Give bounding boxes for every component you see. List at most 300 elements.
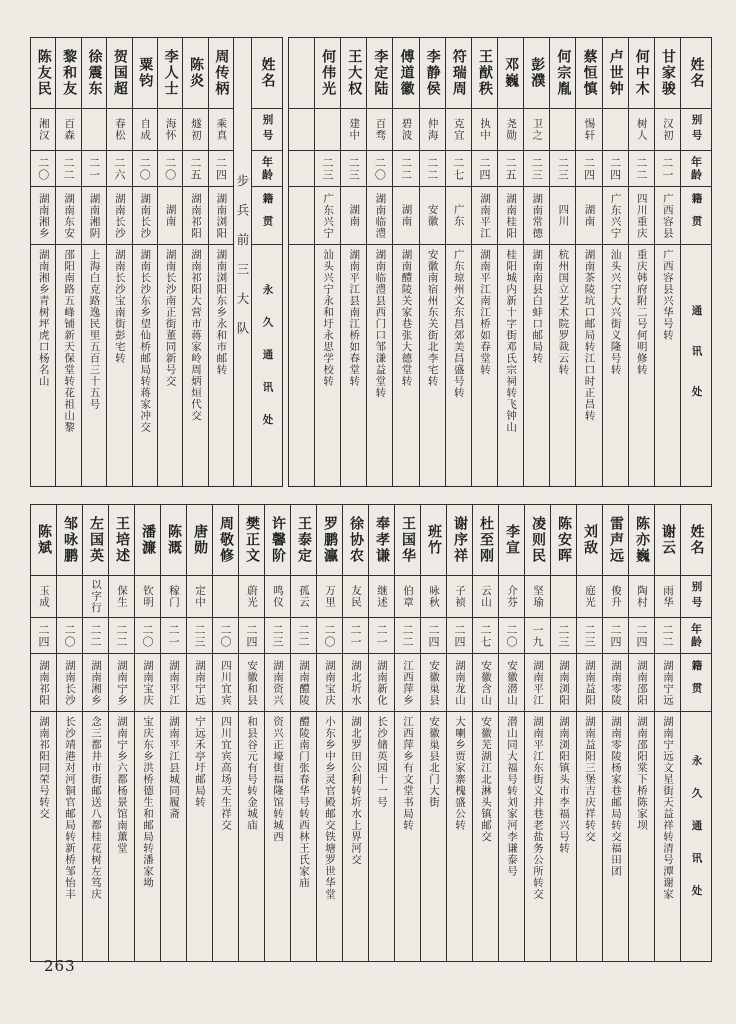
- section-title-cell: [234, 38, 251, 486]
- age-cell: [56, 150, 80, 186]
- top-right-table: [288, 37, 712, 487]
- alias-cell: [161, 575, 186, 617]
- header-name: 姓名: [688, 57, 705, 89]
- person-address: 潜山同大福号转刘家河李谦泰号: [506, 716, 518, 877]
- person-address: 和县谷元有号转金城庙: [246, 716, 258, 831]
- name-cell: [209, 38, 233, 108]
- person-origin: 湖南龙山: [454, 659, 466, 706]
- person-column: [447, 505, 473, 961]
- age-cell: [109, 617, 134, 653]
- person-alias: 卫之: [531, 118, 544, 141]
- person-name: 潘濂: [140, 524, 156, 556]
- address-cell: [369, 711, 394, 961]
- name-cell: [447, 505, 472, 575]
- address-cell: [421, 711, 446, 961]
- age-cell: [158, 150, 182, 186]
- person-name: 王泰定: [296, 516, 312, 564]
- person-address: 湖南醴陵关家巷张大德堂转: [400, 249, 413, 387]
- person-alias: 百骛: [374, 118, 387, 141]
- name-cell: [499, 505, 524, 575]
- person-alias: 伯章: [402, 585, 414, 608]
- person-origin: 湖南资兴: [272, 659, 284, 706]
- age-cell: [420, 150, 445, 186]
- person-address: 湖南南县白蚌口邮局转: [531, 249, 544, 364]
- person-name: 李人士: [162, 49, 179, 97]
- alias-cell: [187, 575, 212, 617]
- name-cell: [158, 38, 182, 108]
- person-name: 粟钧: [137, 57, 154, 89]
- age-cell: [472, 150, 497, 186]
- address-cell: [239, 711, 264, 961]
- person-column: [393, 38, 419, 486]
- address-cell: [317, 711, 342, 961]
- person-origin: 湖南: [583, 204, 596, 227]
- header-age: 年龄: [681, 150, 711, 186]
- name-cell: [446, 38, 471, 108]
- person-age: 二七: [479, 623, 492, 648]
- origin-cell: [315, 186, 340, 244]
- person-address: 湖南平江县城同履斋: [168, 716, 180, 820]
- name-cell: [393, 38, 418, 108]
- origin-cell: [291, 653, 316, 711]
- person-age: 二一: [349, 623, 362, 648]
- name-cell: [395, 505, 420, 575]
- person-column: [109, 505, 135, 961]
- person-name: 罗鹏瀛: [322, 516, 338, 564]
- person-alias: 介芬: [506, 585, 518, 608]
- address-cell: [473, 711, 498, 961]
- alias-cell: [525, 575, 550, 617]
- age-cell: [524, 150, 549, 186]
- person-alias: 万里: [324, 585, 336, 608]
- person-address: 湖南临澧县西门口邹溓益堂转: [374, 249, 387, 399]
- header-address: 永久通讯处: [681, 711, 711, 961]
- alias-cell: [135, 575, 160, 617]
- alias-cell: [315, 108, 340, 150]
- address-cell: [213, 711, 238, 961]
- age-cell: [550, 150, 575, 186]
- person-name: 王大权: [346, 49, 363, 97]
- alias-cell: [109, 575, 134, 617]
- name-cell: [239, 505, 264, 575]
- age-cell: [603, 150, 628, 186]
- address-cell: [420, 244, 445, 486]
- address-cell: [498, 244, 523, 486]
- person-name: 徐震东: [86, 49, 103, 97]
- alias-cell: [239, 575, 264, 617]
- person-address: 长沙靖港对河铜官邮局转新桥邹怡丰: [64, 716, 76, 900]
- age-cell: [447, 617, 472, 653]
- age-cell: [498, 150, 523, 186]
- person-column: [421, 505, 447, 961]
- name-cell: [576, 38, 601, 108]
- alias-cell: [158, 108, 182, 150]
- person-age: 二四: [37, 623, 50, 648]
- age-cell: [551, 617, 576, 653]
- origin-cell: [161, 653, 186, 711]
- address-cell: [82, 244, 106, 486]
- alias-cell: [56, 108, 80, 150]
- person-name: 陈安晖: [556, 516, 572, 564]
- person-age: 二三: [583, 623, 596, 648]
- person-address: 桂阳城内新十字街邓氏宗祠转飞钟山: [505, 249, 518, 433]
- address-cell: [289, 244, 314, 486]
- origin-cell: [265, 653, 290, 711]
- address-cell: [183, 244, 207, 486]
- person-alias: 庭光: [584, 585, 596, 608]
- origin-cell: [551, 653, 576, 711]
- name-cell: [315, 38, 340, 108]
- address-cell: [446, 244, 471, 486]
- name-cell: [551, 505, 576, 575]
- age-cell: [629, 150, 654, 186]
- person-alias: 以字行: [90, 579, 102, 614]
- person-address: 安徽巢县北门大街: [428, 716, 440, 808]
- person-name: 陈友民: [35, 49, 52, 97]
- person-origin: 湖南宝庆: [142, 659, 154, 706]
- person-column: [209, 38, 234, 486]
- top-left-table: [30, 37, 283, 487]
- age-cell: [31, 150, 55, 186]
- person-origin: 湖南祁阳: [189, 192, 202, 239]
- header-column: [252, 38, 282, 486]
- person-age: 二一: [167, 623, 180, 648]
- person-alias: 俊升: [610, 585, 622, 608]
- address-cell: [603, 244, 628, 486]
- person-age: 二二: [297, 623, 310, 648]
- origin-cell: [31, 653, 56, 711]
- person-column: [56, 38, 81, 486]
- age-cell: [209, 150, 233, 186]
- person-alias: 坚瑜: [532, 585, 544, 608]
- name-cell: [31, 38, 55, 108]
- alias-cell: [395, 575, 420, 617]
- alias-cell: [265, 575, 290, 617]
- alias-cell: [343, 575, 368, 617]
- person-age: 二〇: [163, 156, 177, 181]
- alias-cell: [367, 108, 392, 150]
- person-alias: 汉初: [661, 118, 674, 141]
- person-alias: 友民: [350, 585, 362, 608]
- origin-cell: [629, 653, 654, 711]
- person-origin: 湖南宁乡: [116, 659, 128, 706]
- header-origin: 籍贯: [681, 653, 711, 711]
- person-address: 长沙储英园十一号: [376, 716, 388, 808]
- person-column: [550, 38, 576, 486]
- person-age: 二二: [634, 156, 648, 181]
- person-name: 陈斌: [36, 524, 52, 556]
- alias-cell: [524, 108, 549, 150]
- origin-cell: [107, 186, 131, 244]
- name-cell: [161, 505, 186, 575]
- person-age: 二四: [608, 156, 622, 181]
- person-alias: 尧勋: [505, 118, 518, 141]
- person-address: 湖南益阳三堡吉庆祥转交: [584, 716, 596, 843]
- alias-cell: [31, 575, 56, 617]
- header-address: 永久通讯处: [252, 244, 282, 486]
- alias-cell: [289, 108, 314, 150]
- person-column: [369, 505, 395, 961]
- person-origin: 广东兴宁: [609, 192, 622, 239]
- person-age: 二一: [87, 156, 101, 181]
- name-cell: [367, 38, 392, 108]
- name-cell: [421, 505, 446, 575]
- address-cell: [367, 244, 392, 486]
- origin-cell: [133, 186, 157, 244]
- person-origin: 湖南东安: [63, 192, 76, 239]
- person-column: [629, 505, 655, 961]
- person-name: 陈亦巍: [634, 516, 650, 564]
- alias-cell: [498, 108, 523, 150]
- person-name: 蔡恒慎: [581, 49, 598, 97]
- address-cell: [31, 244, 55, 486]
- age-cell: [289, 150, 314, 186]
- person-alias: 春松: [113, 118, 126, 141]
- person-age: 二五: [504, 156, 518, 181]
- person-column: [343, 505, 369, 961]
- page-number: 263: [44, 957, 76, 975]
- header-age: 年龄: [252, 150, 282, 186]
- person-name: 凌则民: [530, 516, 546, 564]
- person-address: 湖南浏阳东乡永和市邮转: [215, 249, 228, 376]
- name-cell: [107, 38, 131, 108]
- person-column: [291, 505, 317, 961]
- person-origin: 安徽和县: [246, 659, 258, 706]
- address-cell: [576, 244, 601, 486]
- person-address: 湖南平江南江桥如春堂转: [478, 249, 491, 376]
- person-address: 湖南长沙宝南街彭宅转: [113, 249, 126, 364]
- person-alias: 百森: [63, 118, 76, 141]
- person-address: 重庆韩府附二号何明修转: [635, 249, 648, 376]
- person-origin: 湖南宝庆: [324, 659, 336, 706]
- name-cell: [369, 505, 394, 575]
- name-cell: [82, 38, 106, 108]
- origin-cell: [498, 186, 523, 244]
- name-cell: [317, 505, 342, 575]
- person-address: 江西萍乡有文堂书局转: [402, 716, 414, 831]
- address-cell: [629, 711, 654, 961]
- age-cell: [341, 150, 366, 186]
- origin-cell: [289, 186, 314, 244]
- age-cell: [473, 617, 498, 653]
- age-cell: [629, 617, 654, 653]
- age-cell: [107, 150, 131, 186]
- person-age: 二〇: [323, 623, 336, 648]
- person-name: 傅道徽: [398, 49, 415, 97]
- person-origin: 湖南益阳: [584, 659, 596, 706]
- person-origin: 湖南: [164, 204, 177, 227]
- header-origin: 籍贯: [681, 186, 711, 244]
- person-origin: 湖南浏阳: [215, 192, 228, 239]
- person-column: [473, 505, 499, 961]
- age-cell: [525, 617, 550, 653]
- person-address: 上海白克路逸民里五百三十五号: [88, 249, 101, 410]
- person-age: 二三: [530, 156, 544, 181]
- person-origin: 湖南宁远: [194, 659, 206, 706]
- person-origin: 湖南长沙: [64, 659, 76, 706]
- person-origin: 广东: [452, 204, 465, 227]
- alias-cell: [551, 575, 576, 617]
- address-cell: [524, 244, 549, 486]
- person-column: [367, 38, 393, 486]
- person-column: [472, 38, 498, 486]
- person-column: [498, 38, 524, 486]
- person-column: [499, 505, 525, 961]
- age-cell: [315, 150, 340, 186]
- person-column: [265, 505, 291, 961]
- person-address: 湖南祁阳大营市蒋家岭周炳烜代交: [189, 249, 202, 422]
- person-name: 李定陆: [372, 49, 389, 97]
- person-address: 宝庆东乡洪桥德生和邮局转潘家坳: [142, 716, 154, 889]
- name-cell: [420, 38, 445, 108]
- person-name: 奉孝谦: [374, 516, 390, 564]
- name-cell: [577, 505, 602, 575]
- person-age: 二三: [557, 623, 570, 648]
- header-alias: 别号: [681, 575, 711, 617]
- person-age: 二〇: [505, 623, 518, 648]
- person-name: 何宗胤: [555, 49, 572, 97]
- age-cell: [31, 617, 56, 653]
- origin-cell: [446, 186, 471, 244]
- person-alias: 玉成: [38, 585, 50, 608]
- person-address: 湖南平江县南江桥如春堂转: [348, 249, 361, 387]
- person-origin: 湖南长沙: [139, 192, 152, 239]
- address-cell: [209, 244, 233, 486]
- name-cell: [183, 38, 207, 108]
- person-age: 二四: [609, 623, 622, 648]
- alias-cell: [341, 108, 366, 150]
- origin-cell: [550, 186, 575, 244]
- origin-cell: [109, 653, 134, 711]
- address-cell: [551, 711, 576, 961]
- name-cell: [603, 505, 628, 575]
- person-column: [446, 38, 472, 486]
- person-column: [133, 38, 158, 486]
- person-alias: 咏秋: [428, 585, 440, 608]
- name-cell: [135, 505, 160, 575]
- origin-cell: [183, 186, 207, 244]
- person-origin: 湖南桂阳: [505, 192, 518, 239]
- alias-cell: [655, 575, 680, 617]
- origin-cell: [473, 653, 498, 711]
- bottom-table: [30, 504, 712, 962]
- origin-cell: [655, 653, 680, 711]
- age-cell: [183, 150, 207, 186]
- person-age: 二四: [427, 623, 440, 648]
- name-cell: [57, 505, 82, 575]
- address-cell: [525, 711, 550, 961]
- address-cell: [107, 244, 131, 486]
- person-age: 二二: [115, 623, 128, 648]
- person-age: 二三: [347, 156, 361, 181]
- address-cell: [56, 244, 80, 486]
- origin-cell: [393, 186, 418, 244]
- person-age: 二四: [245, 623, 258, 648]
- person-age: 二三: [556, 156, 570, 181]
- person-name: 王培述: [114, 516, 130, 564]
- person-name: 徐协农: [348, 516, 364, 564]
- age-cell: [239, 617, 264, 653]
- address-cell: [133, 244, 157, 486]
- person-age: 二二: [399, 156, 413, 181]
- age-cell: [369, 617, 394, 653]
- person-alias: 树人: [635, 118, 648, 141]
- age-cell: [187, 617, 212, 653]
- origin-cell: [576, 186, 601, 244]
- person-age: 二〇: [373, 156, 387, 181]
- alias-cell: [317, 575, 342, 617]
- name-cell: [473, 505, 498, 575]
- name-cell: [289, 38, 314, 108]
- alias-cell: [629, 108, 654, 150]
- person-address: 湖南祁阳同荣号转交: [38, 716, 50, 820]
- person-name: 谢云: [660, 524, 676, 556]
- person-name: 卢世钟: [607, 49, 624, 97]
- age-cell: [395, 617, 420, 653]
- name-cell: [655, 505, 680, 575]
- age-cell: [161, 617, 186, 653]
- origin-cell: [31, 186, 55, 244]
- alias-cell: [499, 575, 524, 617]
- person-column: [576, 38, 602, 486]
- person-age: 二〇: [141, 623, 154, 648]
- alias-cell: [629, 575, 654, 617]
- person-address: 湖南湘乡青树坪虎口杨名山: [37, 249, 50, 387]
- address-cell: [447, 711, 472, 961]
- person-name: 左国英: [88, 516, 104, 564]
- person-alias: 海怀: [164, 118, 177, 141]
- name-cell: [83, 505, 108, 575]
- age-cell: [576, 150, 601, 186]
- header-age: 年龄: [681, 617, 711, 653]
- person-origin: 湖南长沙: [113, 192, 126, 239]
- person-origin: 湖南常德: [531, 192, 544, 239]
- person-column: [315, 38, 341, 486]
- person-alias: 湘汉: [37, 118, 50, 141]
- person-origin: 湖南新化: [376, 659, 388, 706]
- age-cell: [57, 617, 82, 653]
- alias-cell: [447, 575, 472, 617]
- address-cell: [291, 711, 316, 961]
- age-cell: [291, 617, 316, 653]
- person-name: 彭濮: [529, 57, 546, 89]
- origin-cell: [213, 653, 238, 711]
- person-origin: 广西容县: [661, 192, 674, 239]
- name-cell: [265, 505, 290, 575]
- person-name: 王国华: [400, 516, 416, 564]
- age-cell: [393, 150, 418, 186]
- address-cell: [343, 711, 368, 961]
- person-name: 李宣: [504, 524, 520, 556]
- person-name: 何伟光: [320, 49, 337, 97]
- name-cell: [341, 38, 366, 108]
- address-cell: [499, 711, 524, 961]
- person-column: [31, 38, 56, 486]
- name-cell: [133, 38, 157, 108]
- origin-cell: [239, 653, 264, 711]
- person-origin: 安徽含山: [480, 659, 492, 706]
- person-column: [161, 505, 187, 961]
- person-address: 湖南浏阳镇头市李福兴号转: [558, 716, 570, 854]
- person-age: 二一: [375, 623, 388, 648]
- person-name: 班竹: [426, 524, 442, 556]
- person-origin: 安徽: [426, 204, 439, 227]
- person-age: 一九: [531, 623, 544, 648]
- person-address: 念三都井市街邮送八都桂花树左笃庆: [90, 716, 102, 900]
- person-alias: 执中: [478, 118, 491, 141]
- person-column: [158, 38, 183, 486]
- person-alias: 保生: [116, 585, 128, 608]
